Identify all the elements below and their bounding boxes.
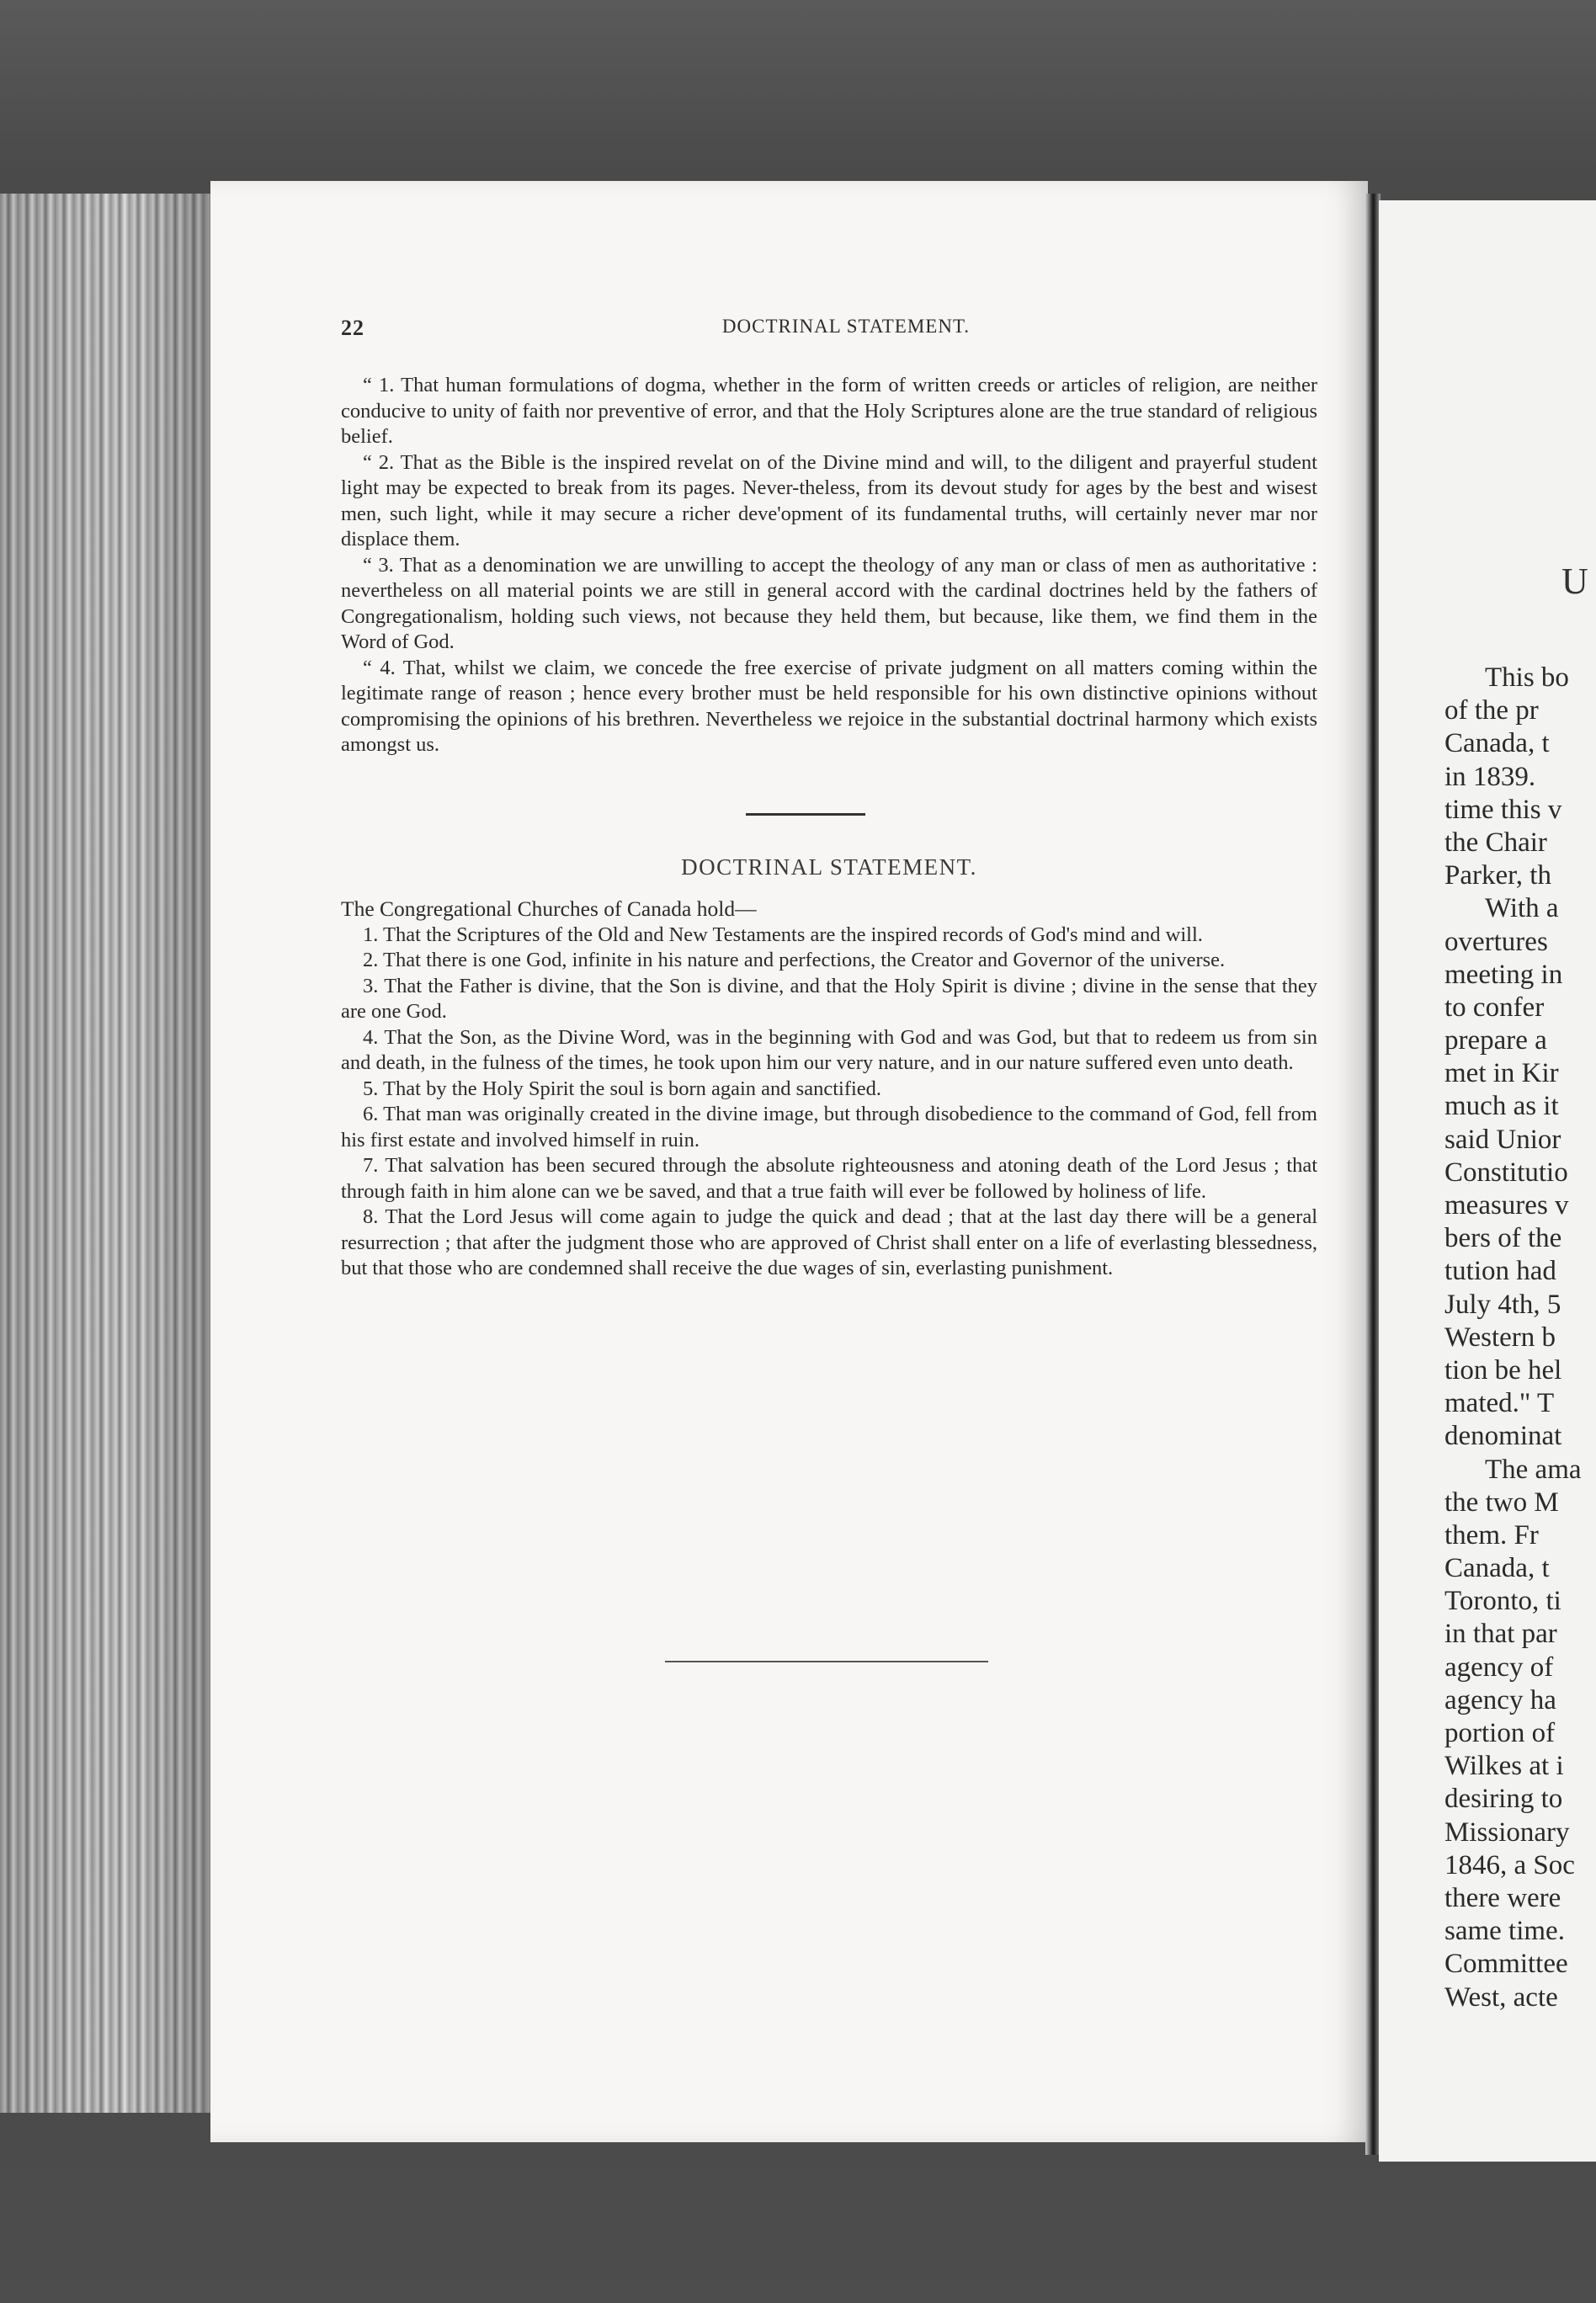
right-page-line: Constitutio: [1444, 1157, 1568, 1188]
statement-lead: The Congregational Churches of Canada hold—: [341, 896, 757, 921]
right-page-line: in 1839.: [1444, 761, 1536, 792]
right-page-line: Committee: [1444, 1949, 1568, 1980]
right-page-line: denominat: [1444, 1421, 1562, 1452]
right-page-line: desiring to: [1444, 1784, 1563, 1815]
statement-item: 4. That the Son, as the Divine Word, was in the beginning with God and was God, but that to redeem us from sin and death, in the fulness of the times, he took upon him our very nature, and in our nature suffered even unto death.: [341, 1025, 1317, 1074]
right-page-line: This bo: [1485, 662, 1569, 693]
statement-item: 6. That man was originally created in the divine image, but through disobedience to the command of God, fell from his first estate and involved himself in ruin.: [341, 1103, 1317, 1152]
statement-item: 5. That by the Holy Spirit the soul is born again and sanctified.: [363, 1077, 882, 1100]
right-page-line: Canada, t: [1444, 728, 1550, 759]
right-page-line: Canada, t: [1444, 1553, 1550, 1584]
running-title: DOCTRINAL STATEMENT.: [721, 316, 971, 337]
right-page-line: tution had: [1444, 1256, 1556, 1287]
right-page-line: of the pr: [1444, 695, 1539, 726]
right-page-line: Parker, th: [1444, 860, 1551, 891]
intro-resolutions: [341, 373, 1317, 758]
right-page-line: agency of: [1444, 1651, 1554, 1683]
statement-item: 8. That the Lord Jesus will come again to judge the quick and dead ; that at the last day there will be a general resurrection ; that after the judgment those who are approved of Christ shall enter on a life of everlasting blessedness, but that those who are condemned shall receive the due wages of sin, everlasting punishment.: [341, 1205, 1317, 1279]
right-page-text: [1444, 662, 1596, 2014]
right-page-line: meeting in: [1444, 959, 1563, 990]
right-page-line: the two M: [1444, 1487, 1559, 1518]
statement-item: 3. That the Father is divine, that the Son is divine, and that the Holy Spirit is divine ; divine in the sense that they are one God.: [341, 974, 1317, 1023]
right-page-line: said Unior: [1444, 1124, 1561, 1155]
right-page-line: The ama: [1485, 1454, 1582, 1485]
right-page-line: to confer: [1444, 992, 1545, 1023]
right-page-line: them. Fr: [1444, 1519, 1539, 1550]
right-page-line: time this v: [1444, 794, 1562, 825]
right-page-line: met in Kir: [1444, 1058, 1559, 1089]
right-page-line: prepare a: [1444, 1025, 1547, 1056]
section-heading: DOCTRINAL STATEMENT.: [681, 854, 977, 880]
resolution-paragraph: “ 1. That human formulations of dogma, whether in the form of written creeds or articles of religion, are neither conducive to unity of faith nor preventive of error, and that the Holy Scriptures alone are the true standard of religious belief.: [341, 374, 1317, 448]
right-page-line: With a: [1485, 893, 1559, 924]
right-page-heading: U: [1561, 561, 1590, 602]
running-header: [341, 316, 1317, 349]
doctrinal-statement: [341, 896, 1317, 1282]
right-page-line: West, acte: [1444, 1981, 1558, 2013]
right-page-line: mated." T: [1444, 1388, 1555, 1419]
right-page-line: same time.: [1444, 1916, 1565, 1947]
resolution-paragraph: “ 3. That as a denomination we are unwilling to accept the theology of any man or class of men as authoritative : nevertheless on all material points we are still in general accord with the cardinal doctrines held by the fathers of Congregationalism, holding such views, not because they held them, but because, like them, we find them in the Word of God.: [341, 553, 1317, 653]
right-page-line: Missionary: [1444, 1816, 1570, 1848]
right-page-line: there were: [1444, 1882, 1561, 1913]
right-page-line: overtures: [1444, 926, 1548, 957]
section-divider-rule: [746, 813, 865, 816]
right-page-line: tion be hel: [1444, 1354, 1562, 1386]
right-page-line: much as it: [1444, 1091, 1559, 1122]
statement-item: 1. That the Scriptures of the Old and New Testaments are the inspired records of God's mind and will.: [363, 923, 1203, 946]
statement-item: 7. That salvation has been secured through the absolute righteousness and atoning death of the Lord Jesus ; that through faith in him alone can we be saved, and that a true faith will ever be followed by holiness of life.: [341, 1154, 1317, 1203]
right-page-line: portion of: [1444, 1718, 1556, 1748]
right-page-line: Toronto, ti: [1444, 1586, 1561, 1617]
right-page-line: agency ha: [1444, 1684, 1556, 1715]
right-page-line: in that par: [1444, 1619, 1557, 1650]
right-page-line: the Chair: [1444, 827, 1547, 858]
end-rule: [665, 1661, 988, 1662]
resolution-paragraph: “ 4. That, whilst we claim, we concede the free exercise of private judgment on all matters coming within the legitimate range of reason ; hence every brother must be held responsible for his own distinctive opinions without compromising the opinions of his brethren. Nevertheless we rejoice in the substantial doctrinal harmony which exists amongst us.: [341, 656, 1317, 756]
statement-item: 2. That there is one God, infinite in his nature and perfections, the Creator and Governor of the universe.: [363, 949, 1226, 971]
right-page-line: 1846, a Soc: [1444, 1849, 1575, 1880]
right-page-line: July 4th, 5: [1444, 1289, 1561, 1320]
resolution-paragraph: “ 2. That as the Bible is the inspired revelat on of the Divine mind and will, to the diligent and prayerful student light may be expected to break from its pages. Never-theless, from its devout study for ages by the best and wisest men, such light, while it may secure a richer deve'opment of its fundamental truths, will certainly never mar nor displace them.: [341, 450, 1317, 550]
page-number: 22: [341, 316, 364, 340]
right-page-line: Western b: [1444, 1322, 1556, 1353]
right-page-line: bers of the: [1444, 1223, 1562, 1254]
right-page-line: measures v: [1444, 1190, 1569, 1221]
page-edges-shadow: [0, 194, 210, 2113]
right-page-line: Wilkes at i: [1444, 1751, 1564, 1782]
